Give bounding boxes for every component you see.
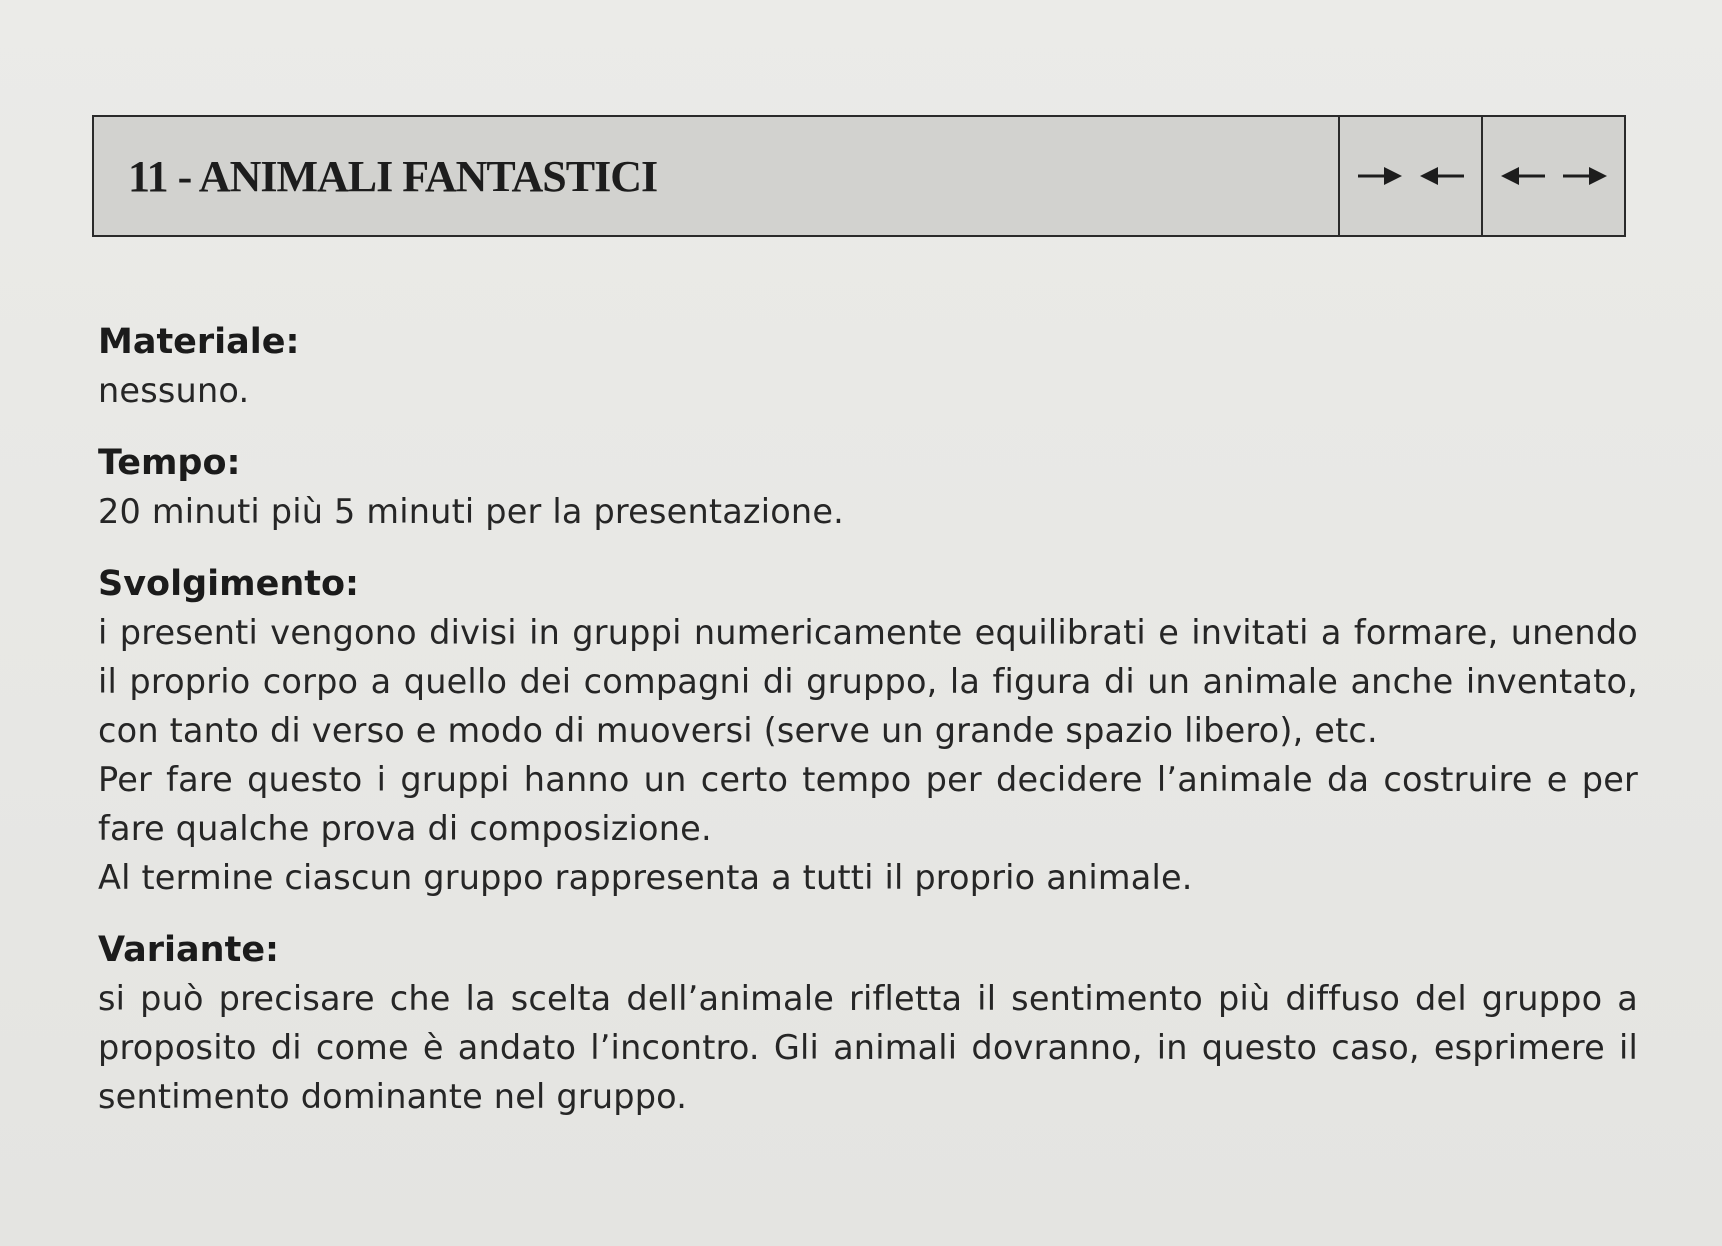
section-label: Svolgimento:: [98, 564, 360, 604]
section-text: 20 minuti più 5 minuti per la presentazione.: [98, 492, 845, 531]
section-text: nessuno.: [98, 371, 250, 410]
diverging-arrows-cell: [1481, 117, 1624, 235]
section-label: Variante:: [98, 930, 280, 970]
section-text: i presenti vengono divisi in gruppi numericamente equilibrati e invitati a formare, unendo il proprio corpo a quello dei compagni di gruppo, la figura di un animale anche inventato, con tanto di verso e modo di muoversi (serve un grande spazio libero), etc.: [98, 613, 1638, 750]
header-title-cell: [94, 117, 1338, 235]
section-text: si può precisare che la scelta dell’animale rifletta il sentimento più diffuso del gruppo a proposito di come è andato l’incontro. Gli animali dovranno, in questo caso, esprimere il sentimento dominante nel gruppo.: [98, 979, 1638, 1116]
arrows-converging-icon: [1356, 161, 1466, 191]
section-variante: [98, 926, 1638, 1121]
arrows-diverging-icon: [1499, 161, 1609, 191]
section-svolgimento: [98, 560, 1638, 902]
section-text: Per fare questo i gruppi hanno un certo tempo per decidere l’animale da costruire e per fare qualche prova di composizione.: [98, 760, 1638, 848]
section-label: Materiale:: [98, 322, 300, 362]
activity-title: 11 - ANIMALI FANTASTICI: [128, 151, 658, 201]
section-text: Al termine ciascun gruppo rappresenta a tutti il proprio animale.: [98, 858, 1193, 897]
converging-arrows-cell: [1338, 117, 1481, 235]
section-label: Tempo:: [98, 443, 241, 483]
activity-content: [98, 318, 1638, 1145]
section-materiale: [98, 318, 1638, 415]
section-tempo: [98, 439, 1638, 536]
activity-header: [92, 115, 1626, 237]
